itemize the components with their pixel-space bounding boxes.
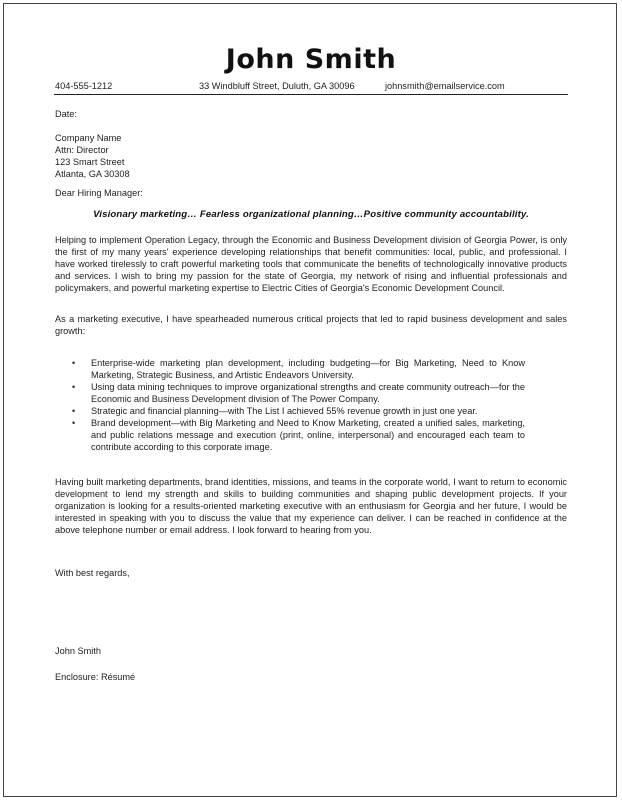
headline-tagline: Visionary marketing… Fearless organizational planning…Positive community accountability. <box>93 209 529 220</box>
applicant-name: John Smith <box>225 44 397 75</box>
bullet-glyph: • <box>72 382 76 392</box>
achievements-list <box>55 357 525 453</box>
recipient-city: Atlanta, GA 30308 <box>55 169 130 179</box>
date-label: Date: <box>55 109 77 119</box>
contact-address: 33 Windbluff Street, Duluth, GA 30096 <box>199 81 355 91</box>
recipient-street: 123 Smart Street <box>55 157 125 167</box>
signoff: With best regards, <box>55 568 130 578</box>
bullet-text: Brand development—with Big Marketing and Need to Know Marketing, created a unified sales, marketing, and public relations message and execution (print, online, interpersonal) and encouraged each team to contribute according to this corporate image. <box>91 418 525 452</box>
bullet-text: Using data mining techniques to improve organizational strengths and create community outreach—for the Economic and Business Development division of The Power Company. <box>91 382 525 404</box>
closing-paragraph: Having built marketing departments, brand identities, missions, and teams in the corporate world, I want to return to economic development to lend my strength and skills to building communities and shaping public development projects. If your organization is looking for a results-oriented marketing executive with an enthusiasm for Georgia and her future, I would be interested in speaking with you to discuss the value that my experience can deliver. I can be reached in confidence at the above telephone number or email address. I look forward to hearing from you. <box>55 477 567 535</box>
lead-in-paragraph: As a marketing executive, I have spearheaded numerous critical projects that led to rapid business development and sales growth: <box>55 314 567 336</box>
header-divider <box>54 94 568 95</box>
bullet-glyph: • <box>72 358 76 368</box>
intro-paragraph: Helping to implement Operation Legacy, through the Economic and Business Development division of Georgia Power, is only the first of my many years' experience developing relationships that benefit communities: local, public, and professional. I have worked tirelessly to craft powerful marketing tools that communicate the benefits of technologically innovative products and services. I wish to bring my passion for the state of Georgia, my network of rising and influential professionals and policymakers, and powerful marketing expertise to Electric Cities of Georgia's Economic Development Council. <box>55 235 567 293</box>
enclosure-line: Enclosure: Résumé <box>55 672 136 682</box>
bullet-glyph: • <box>72 406 76 416</box>
signature-name: John Smith <box>55 646 101 656</box>
list-item <box>55 417 525 453</box>
list-item <box>55 357 525 381</box>
bullet-glyph: • <box>72 418 76 428</box>
salutation: Dear Hiring Manager: <box>55 188 143 198</box>
recipient-attn: Attn: Director <box>55 145 109 155</box>
recipient-company: Company Name <box>55 133 122 143</box>
bullet-text: Strategic and financial planning—with The List I achieved 55% revenue growth in just one year. <box>91 406 478 416</box>
contact-phone: 404-555-1212 <box>55 81 113 91</box>
contact-email: johnsmith@emailservice.com <box>385 81 505 91</box>
list-item <box>55 381 525 405</box>
list-item <box>55 405 525 417</box>
bullet-text: Enterprise-wide marketing plan development, including budgeting—for Big Marketing, Need to Know Marketing, Strategic Business, and Artistic Endeavors University. <box>91 358 525 380</box>
